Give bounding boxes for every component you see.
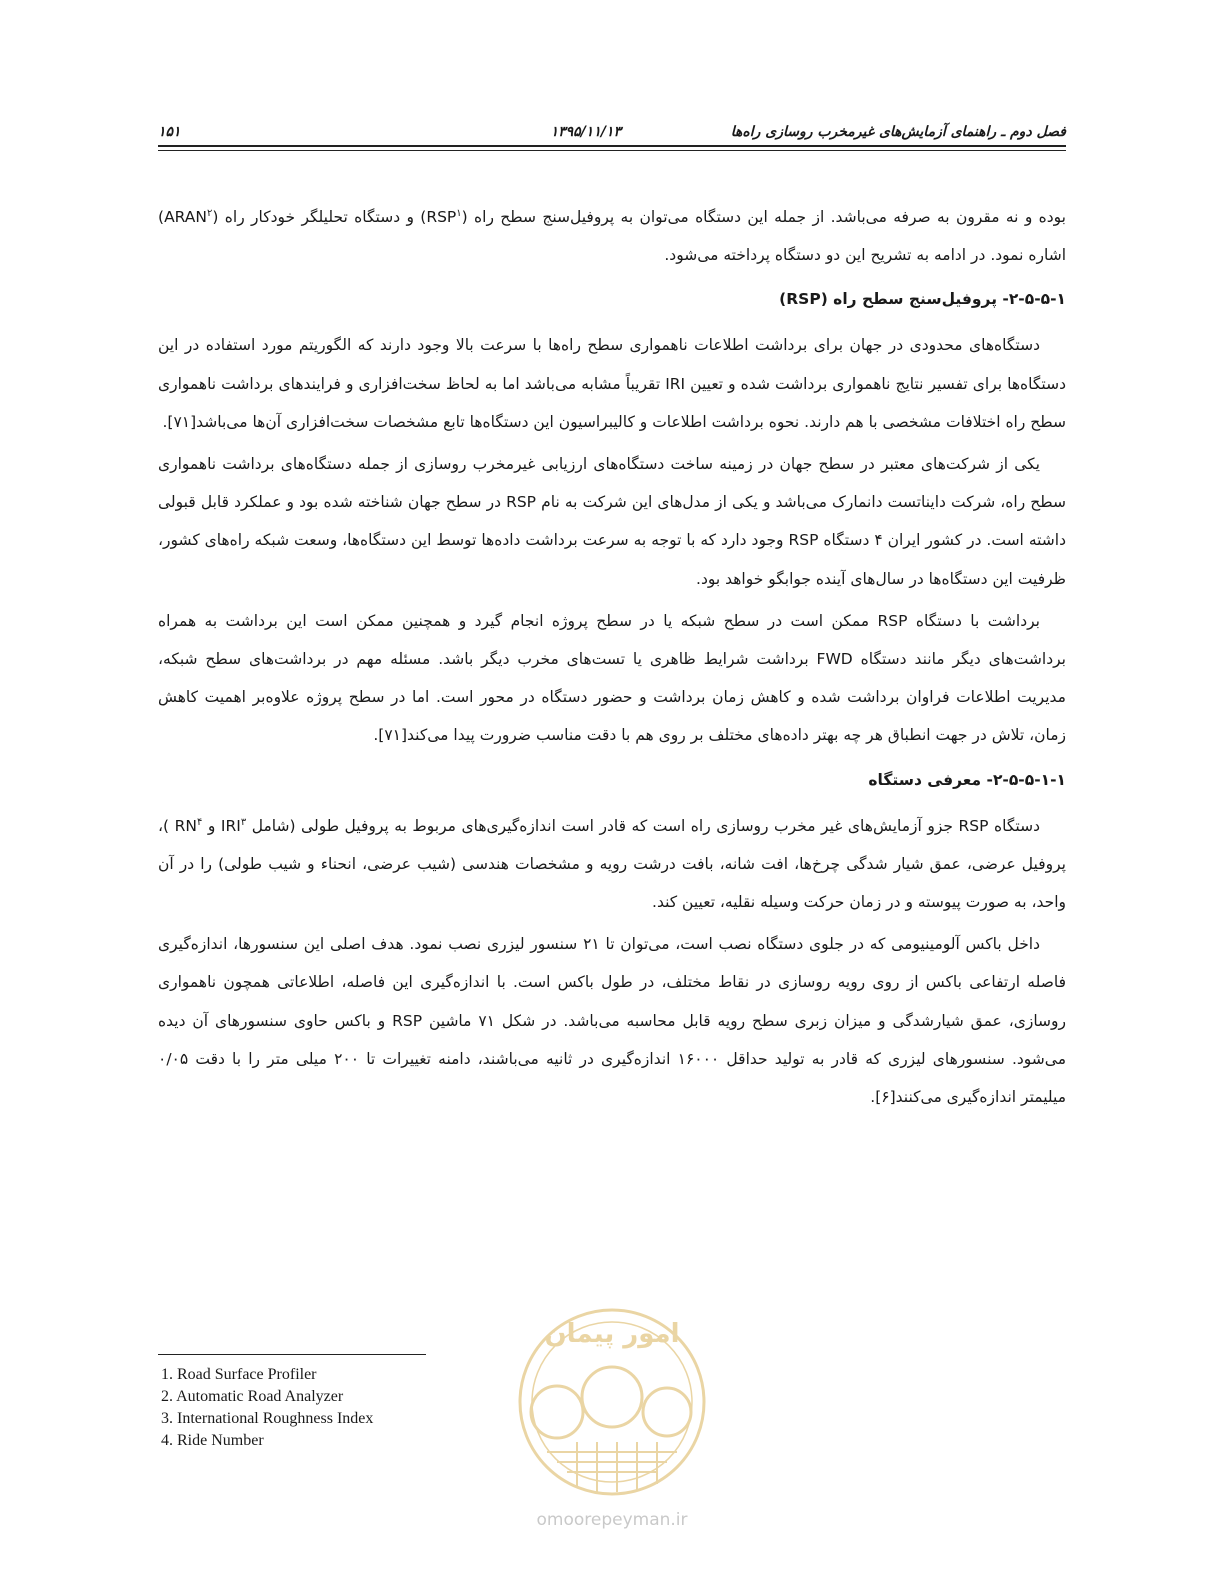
- footnote-rule: [158, 1354, 426, 1355]
- header-rule-thick: [158, 145, 1066, 147]
- section-heading-rsp: ۲-۵-۵-۱- پروفیل‌سنج سطح راه (RSP): [779, 290, 1066, 309]
- paragraph-dynatest: یکی از شرکت‌های معتبر در سطح جهان در زمینه ساخت دستگاه‌های ارزیابی غیرمخرب روسازی از جمله دستگاه‌های برداشت ناهمواری سطح راه، شرکت دایناتست دانمارک می‌باشد و یکی از مدل‌های این شرکت به نام RSP در سطح جهان شناخته شده بود و عملکرد قابل قبولی داشته است. در کشور ایران ۴ دستگاه RSP وجود دارد که با توجه به سرعت برداشت داده‌ها توسط این دستگاه‌ها، وسعت شبکه راه‌های کشور، ظرفیت این دستگاه‌ها در سال‌های آینده جوابگو خواهد بود.: [158, 455, 1066, 588]
- footnote-ref-4: ۴: [196, 816, 203, 828]
- header-rule-thin: [158, 150, 1066, 151]
- page-body: [158, 198, 1066, 1120]
- footnote-3: 3. International Roughness Index: [161, 1410, 374, 1427]
- chapter-title: فصل دوم ـ راهنمای آزمایش‌های غیرمخرب روسازی راه‌ها: [730, 124, 1066, 140]
- footnote-4: 4. Ride Number: [161, 1432, 264, 1449]
- footnote-ref-2: ۲: [207, 207, 213, 219]
- paragraph-intro: بوده و نه مقرون به صرفه می‌باشد. از جمله این دستگاه می‌توان به پروفیل‌سنج سطح راه (RSP$^۱$) و دستگاه تحلیلگر خودکار راه (ARAN$^۲$) اشاره نمود. در ادامه به تشریح این دو دستگاه پرداخته می‌شود.: [158, 207, 1066, 265]
- section-heading-intro-device: ۲-۵-۵-۱-۱- معرفی دستگاه: [868, 770, 1066, 789]
- watermark-logo-icon: [487, 1302, 737, 1502]
- paragraph-devices: دستگاه‌های محدودی در جهان برای برداشت اطلاعات ناهمواری سطح راه‌ها با سرعت بالا وجود دارند که الگوریتم مورد استفاده در این دستگاه‌ها برای تفسیر نتایج ناهمواری برداشت شده و تعیین IRI تقریباً مشابه می‌باشد اما به لحاظ سخت‌افزاری و فرایندهای برداشت ناهمواری سطح راه اختلافات مشخصی با هم دارند. نحوه برداشت اطلاعات و کالیبراسیون این دستگاه‌ها تابع مشخصات سخت‌افزاری آن‌ها می‌باشد[۷۱].: [158, 336, 1066, 431]
- watermark-site: omoorepeyman.ir: [536, 1510, 688, 1530]
- footnote-ref-3: ۳: [240, 816, 247, 828]
- svg-text:امور پیمان: امور پیمان: [544, 1319, 680, 1349]
- paragraph-laser-sensors: داخل باکس آلومینیومی که در جلوی دستگاه نصب است، می‌توان تا ۲۱ سنسور لیزری نصب نمود. هدف اصلی این سنسورها، اندازه‌گیری فاصله ارتفاعی باکس از روی رویه روسازی در نقاط مختلف، در طول باکس است. با اندازه‌گیری این فاصله، اطلاعاتی همچون ناهمواری روسازی، عمق شیارشدگی و میزان زبری سطح رویه قابل محاسبه می‌باشد. در شکل ۷۱ ماشین RSP و باکس حاوی سنسورهای آن دیده می‌شود. سنسورهای لیزری که قادر به تولید حداقل ۱۶۰۰۰ اندازه‌گیری در ثانیه می‌باشند، دامنه تغییرات تا ۲۰۰ میلی متر را با دقت ۰/۰۵ میلیمتر اندازه‌گیری می‌کنند[۶].: [158, 935, 1067, 1107]
- footnote-ref-1: ۱: [456, 207, 462, 219]
- page-number: ۱۵۱: [158, 124, 181, 140]
- footnote-2: 2. Automatic Road Analyzer: [161, 1388, 344, 1405]
- footnote-1: 1. Road Surface Profiler: [161, 1366, 317, 1383]
- paragraph-survey: برداشت با دستگاه RSP ممکن است در سطح شبکه یا در سطح پروژه انجام گیرد و همچنین ممکن است این برداشت به همراه برداشت‌های دیگر مانند دستگاه FWD برداشت شرایط ظاهری یا تست‌های مخرب دیگر باشد. مسئله مهم در برداشت‌های سطح شبکه، مدیریت اطلاعات فراوان برداشت شده و کاهش زمان برداشت و حضور دستگاه در محور است. اما در سطح پروژه علاوه‌بر اهمیت کاهش زمان، تلاش در جهت انطباق هر چه بهتر داده‌های مختلف بر روی هم با دقت مناسب ضرورت پیدا می‌کند[۷۱].: [158, 611, 1066, 745]
- footnotes: [161, 1364, 373, 1452]
- paragraph-rsp-measurements: دستگاه RSP جزو آزمایش‌های غیر مخرب روسازی راه است که قادر است اندازه‌گیری‌های مربوط به پروفیل طولی (شامل IRI$^۳$ و $RN^۴$ )، پروفیل عرضی، عمق شیار شدگی چرخ‌ها، افت شانه، بافت درشت رویه و مشخصات هندسی (شیب عرضی، انحناء و شیب طولی) را در آن واحد، به صورت پیوسته و در زمان حرکت وسیله نقلیه، تعیین کند.: [158, 816, 1066, 912]
- header-date: ۱۳۹۵/۱۱/۱۳: [550, 124, 621, 140]
